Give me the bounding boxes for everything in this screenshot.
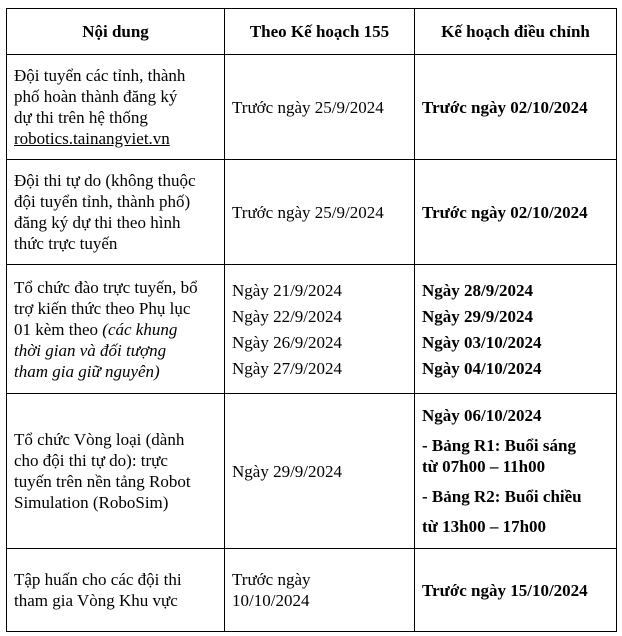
- content-line: dự thi trên hệ thống: [14, 108, 148, 127]
- registration-link[interactable]: robotics.tainangviet.vn: [14, 129, 170, 148]
- adjusted-date: Ngày 06/10/2024: [422, 406, 542, 425]
- adjusted-date: Trước ngày 02/10/2024: [415, 55, 617, 160]
- table-row: [7, 549, 617, 632]
- header-plan-155: Theo Kế hoạch 155: [225, 9, 415, 55]
- content-note: thời gian và đối tượng: [14, 340, 167, 360]
- adjusted-date: Trước ngày 15/10/2024: [415, 549, 617, 632]
- content-line: trợ kiến thức theo Phụ lục: [14, 298, 191, 318]
- content-line: cho đội thi tự do): trực: [14, 451, 168, 470]
- schedule-table: [6, 8, 617, 632]
- original-date-line: Trước ngày: [232, 570, 311, 589]
- content-line: Tổ chức Vòng loại (dành: [14, 430, 185, 449]
- adjusted-session: - Bảng R2: Buổi chiều: [422, 487, 582, 506]
- content-note: tham gia giữ nguyên): [14, 361, 160, 381]
- header-adjusted-plan: Kế hoạch điều chỉnh: [415, 9, 617, 55]
- content-line: đăng ký dự thi theo hình: [14, 213, 181, 232]
- header-content: Nội dung: [7, 9, 225, 55]
- table-row: [7, 394, 617, 549]
- original-date: Ngày 29/9/2024: [225, 394, 415, 549]
- original-date: Ngày 27/9/2024: [232, 358, 343, 378]
- content-line: Tổ chức đào trực tuyến, bổ: [14, 277, 198, 297]
- table-row: [7, 265, 617, 394]
- content-line: đội tuyển tỉnh, thành phố): [14, 192, 191, 211]
- table-row: [7, 160, 617, 265]
- adjusted-date-list: [415, 265, 617, 394]
- adjusted-date: Ngày 03/10/2024: [422, 332, 542, 352]
- table-row: [7, 55, 617, 160]
- original-date-list: [225, 265, 415, 394]
- content-line: phố hoàn thành đăng ký: [14, 87, 178, 106]
- header-row: [7, 9, 617, 55]
- adjusted-session: từ 13h00 – 17h00: [422, 517, 547, 536]
- original-date: Ngày 26/9/2024: [232, 332, 343, 352]
- original-date-line: 10/10/2024: [232, 591, 310, 610]
- content-line: Đội tuyển các tỉnh, thành: [14, 66, 186, 85]
- original-date: Trước ngày 25/9/2024: [225, 55, 415, 160]
- adjusted-date: Ngày 29/9/2024: [422, 306, 533, 326]
- original-date: [225, 549, 415, 632]
- row-content: [7, 549, 225, 632]
- content-line: Simulation (RoboSim): [14, 493, 169, 512]
- original-date: Ngày 22/9/2024: [232, 306, 343, 326]
- adjusted-date: Trước ngày 02/10/2024: [415, 160, 617, 265]
- content-line: Tập huấn cho các đội thi: [14, 570, 182, 589]
- adjusted-session: - Bảng R1: Buổi sáng: [422, 436, 576, 455]
- content-note: (các khung: [102, 319, 178, 339]
- original-date: Trước ngày 25/9/2024: [225, 160, 415, 265]
- adjusted-date: Ngày 28/9/2024: [422, 280, 533, 300]
- adjusted-date: Ngày 04/10/2024: [422, 358, 542, 378]
- row-content: [7, 265, 225, 394]
- adjusted-schedule: [415, 394, 617, 549]
- content-line: tuyến trên nền tảng Robot: [14, 472, 191, 491]
- content-line-mixed: [14, 319, 217, 340]
- row-content: [7, 55, 225, 160]
- row-content: [7, 160, 225, 265]
- content-line: tham gia Vòng Khu vực: [14, 591, 178, 610]
- adjusted-session: từ 07h00 – 11h00: [422, 457, 546, 476]
- content-line: thức trực tuyến: [14, 234, 118, 253]
- content-text: 01 kèm theo: [14, 319, 99, 339]
- original-date: Ngày 21/9/2024: [232, 280, 343, 300]
- content-line: Đội thi tự do (không thuộc: [14, 171, 196, 190]
- row-content: [7, 394, 225, 549]
